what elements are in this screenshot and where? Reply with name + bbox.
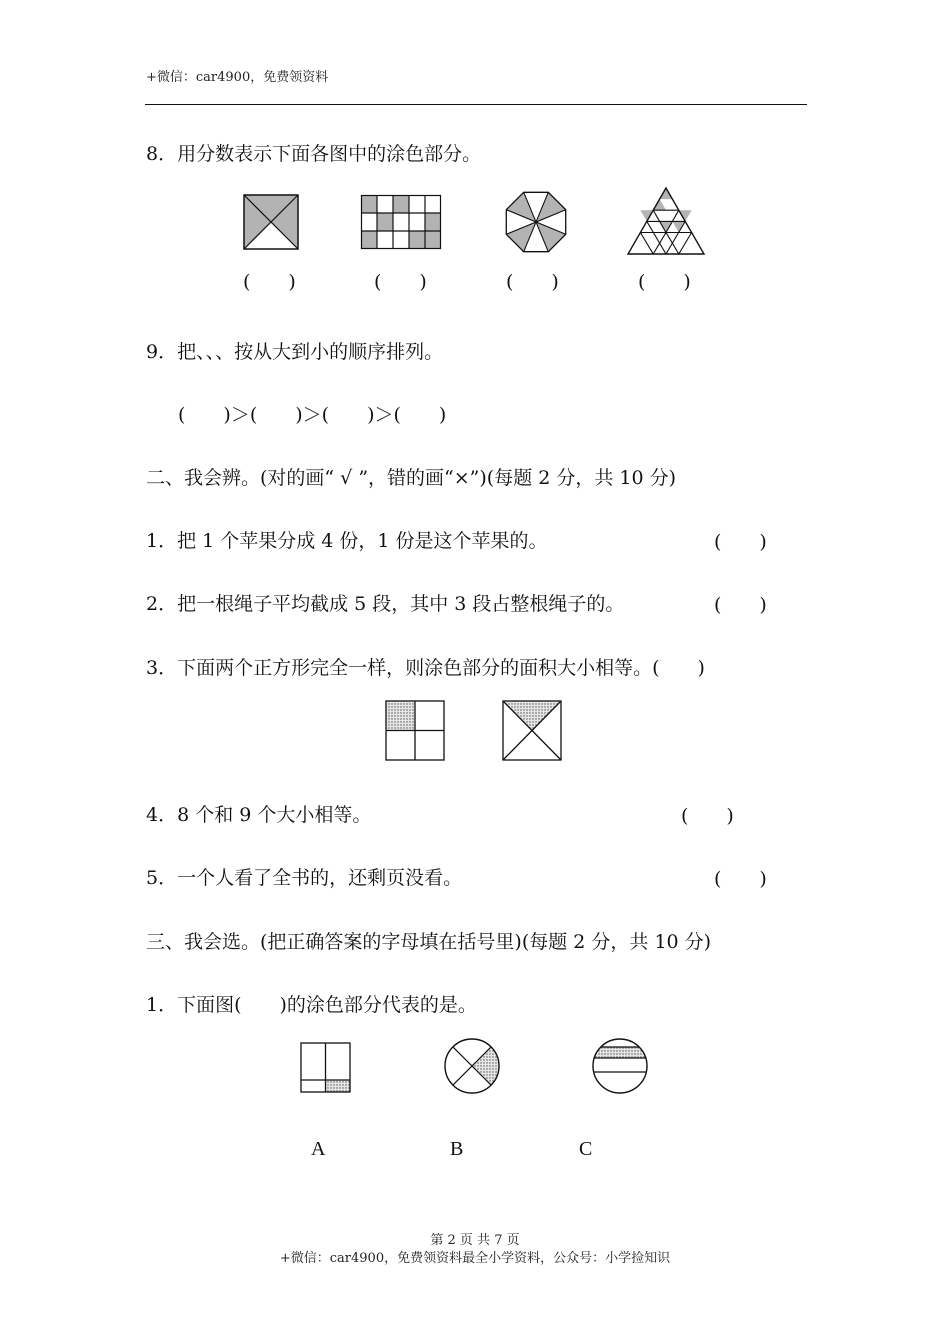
judge-item-3-text: 3．下面两个正方形完全一样，则涂色部分的面积大小相等。( ) xyxy=(146,657,705,679)
q8-answer-blank-4[interactable]: ( ) xyxy=(638,271,691,293)
footer-note: +微信：car4900，免费领资料最全小学资料，公众号：小学捡知识 xyxy=(279,1251,671,1266)
judge-item-5-blank[interactable]: ( ) xyxy=(714,868,767,890)
option-a-figure xyxy=(300,1042,351,1093)
question-8-text: 8．用分数表示下面各图中的涂色部分。 xyxy=(146,143,482,165)
choice-question-1-text: 1．下面图( )的涂色部分代表的是。 xyxy=(146,994,477,1016)
section-3-title: 三、我会选。(把正确答案的字母填在括号里)(每题 2 分，共 10 分) xyxy=(146,931,712,953)
q8-figure-grid xyxy=(361,195,441,249)
option-b-figure xyxy=(444,1038,500,1094)
judge-item-1-blank[interactable]: ( ) xyxy=(714,531,767,553)
judge-item-4-blank[interactable]: ( ) xyxy=(681,805,734,827)
q8-answer-blank-1[interactable]: ( ) xyxy=(243,271,296,293)
judge-3-square-diagonals xyxy=(502,700,562,761)
q9-order-blanks[interactable]: ( )＞( )＞( )＞( ) xyxy=(178,404,447,426)
judge-item-2-blank[interactable]: ( ) xyxy=(714,594,767,616)
judge-item-2-text: 2．把一根绳子平均截成 5 段，其中 3 段占整根绳子的。 xyxy=(146,593,625,615)
option-c-label[interactable]: C xyxy=(579,1138,593,1160)
option-c-figure xyxy=(592,1038,648,1094)
option-b-label[interactable]: B xyxy=(450,1138,464,1160)
q8-figure-square-diagonals xyxy=(243,194,299,250)
q8-figure-triangle xyxy=(627,187,705,255)
judge-3-square-quarters xyxy=(385,700,445,761)
judge-item-1-text: 1．把 1 个苹果分成 4 份，1 份是这个苹果的。 xyxy=(146,530,548,552)
q8-answer-blank-2[interactable]: ( ) xyxy=(374,271,427,293)
page-number: 第 2 页 共 7 页 xyxy=(430,1233,520,1248)
question-9-text: 9．把、、、按从大到小的顺序排列。 xyxy=(146,341,444,363)
header-rule xyxy=(145,104,807,105)
judge-item-5-text: 5．一个人看了全书的，还剩页没看。 xyxy=(146,867,463,889)
option-a-label[interactable]: A xyxy=(311,1138,326,1160)
q8-figure-octagon xyxy=(505,191,567,253)
section-2-title: 二、我会辨。(对的画“ √ ”，错的画“×”)(每题 2 分，共 10 分) xyxy=(146,467,677,489)
page-header: +微信：car4900，免费领资料 xyxy=(146,70,329,85)
judge-item-4-text: 4．8 个和 9 个大小相等。 xyxy=(146,804,372,826)
q8-answer-blank-3[interactable]: ( ) xyxy=(506,271,559,293)
